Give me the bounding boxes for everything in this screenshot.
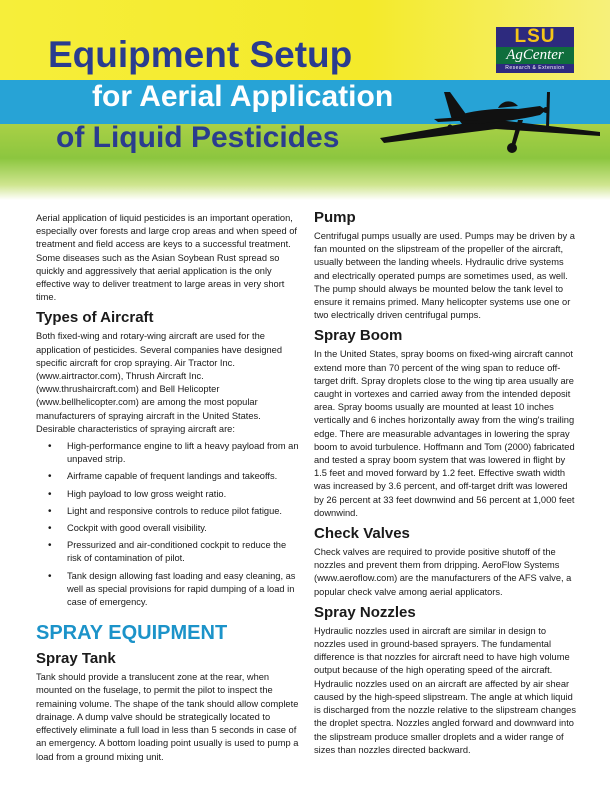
list-item: • Tank design allowing fast loading and easy cleaning, as well as special provisions for rapid dumping of a load in case of emergency.	[67, 570, 300, 610]
spray-boom-paragraph: In the United States, spray booms on fixed-wing aircraft cannot extend more than 70 percent of the wing span to reduce off-target drift. Spray droplets close to the wing tip area usually are caught in vortexes and carried away from the intended deposit area. Spray booms usually are mounted at least 10 inches vertically and 6 inches horizontally away from the wing's trailing edge. There are measurable advantages in lowering the spray boom to avoid turbulence. Hoffmann and Tom (2000) fabricated and tested a spray boom system that was lowered in flight by 1.5 feet and moved forward by 1.2 feet. Effective swath width was increased by 3.6 percent, and off-target drift was lowered by 26 percent at 33 feet downwind and 56 percent at 1,000 feet downwind.	[314, 349, 575, 518]
logo-tagline: Research & Extension	[505, 65, 565, 71]
crop-duster-plane-icon	[378, 86, 603, 158]
title-line-3: of Liquid Pesticides	[56, 121, 340, 154]
spray-nozzles-heading: Spray Nozzles	[314, 603, 416, 621]
list-item: • High payload to low gross weight ratio.	[67, 488, 300, 501]
aircraft-paragraph: Both fixed-wing and rotary-wing aircraft are used for the application of pesticides. Several companies have designed specific aircraft for crop spraying. Air Tractor Inc. (www.airtractor.com), Thrush Aircraft Inc. (www.thrushaircraft.com) and Bell Helicopter (www.bellhelicopter.com) are among the most popular manufacturers of spraying aircraft in the United States. Desirable characteristics of spraying aircraft are:	[36, 331, 283, 434]
spray-boom-heading: Spray Boom	[314, 327, 403, 345]
spray-equipment-heading: SPRAY EQUIPMENT	[36, 622, 228, 645]
left-column	[36, 212, 300, 768]
spray-tank-paragraph: Tank should provide a translucent zone at the rear, when mounted on the fuselage, to permit the pilot to inspect the remaining volume. The shape of the tank should allow complete drainage. A dump valve should be strategically located to effectively eliminate a full load in less than 5 seconds in case of an emergency. A bottom loading point usually is used to pump a load from a ground mixing unit.	[36, 672, 299, 762]
logo-lsu-text: LSU	[514, 26, 556, 47]
types-of-aircraft-heading: Types of Aircraft	[36, 309, 154, 327]
pump-heading: Pump	[314, 209, 356, 226]
list-item: • Pressurized and air-conditioned cockpit to reduce the risk of contamination of pilot.	[67, 539, 300, 565]
spray-tank-heading: Spray Tank	[36, 650, 116, 668]
list-item: • Airframe capable of frequent landings and takeoffs.	[67, 470, 300, 483]
header-banner	[0, 0, 610, 200]
right-column	[314, 209, 578, 761]
title-line-2: for Aerial Application	[92, 80, 394, 113]
list-item: • Cockpit with good overall visibility.	[67, 522, 300, 535]
aircraft-characteristics-list	[36, 440, 300, 609]
list-item: • Light and responsive controls to reduce pilot fatigue.	[67, 505, 300, 518]
intro-paragraph: Aerial application of liquid pesticides is an important operation, especially over forests and large crop areas and when speed of treatment and field access are keys to a successful treatment. Some diseases such as the Asian Soybean Rust spread so quickly and aggressively that aerial application is the only effective way to deliver treatment to large areas in very short time.	[36, 213, 297, 303]
check-valves-paragraph: Check valves are required to provide positive shutoff of the nozzles and prevent them from dripping. AeroFlow Systems (www.aeroflow.com) are the manufacturers of the AFS valve, a popular check valve among aerial applicators.	[314, 547, 572, 597]
list-item: • High-performance engine to lift a heavy payload from an unpaved strip.	[67, 440, 300, 466]
check-valves-heading: Check Valves	[314, 525, 410, 543]
lsu-agcenter-logo	[496, 27, 574, 73]
pump-paragraph: Centrifugal pumps usually are used. Pumps may be driven by a fan mounted on the slipstream of the propeller of the aircraft, usually between the landing wheels. Hydraulic drive systems and electrically operated pumps are sometimes used, as well. The pump should always be mounted below the tank level to ensure it remains primed. Many helicopter systems use one or two electrically driven centrifugal pumps.	[314, 231, 575, 321]
logo-agcenter-text: AgCenter	[496, 47, 574, 64]
title-line-1: Equipment Setup	[48, 34, 353, 75]
spray-nozzles-paragraph: Hydraulic nozzles used in aircraft are similar in design to nozzles used in ground-based sprayers. The fundamental difference is that nozzles for aircraft need to have high volume output because of the high operating speed of the aircraft. Hydraulic nozzles used on an aircraft are affected by air shear caused by the high-speed slipstream. The angle at which liquid is discharged from the nozzle relative to the slipstream changes the droplet spectra. Nozzles angled forward and downward into the slipstream produce smaller droplets and a wider range of sizes than nozzles directed backward.	[314, 625, 576, 755]
